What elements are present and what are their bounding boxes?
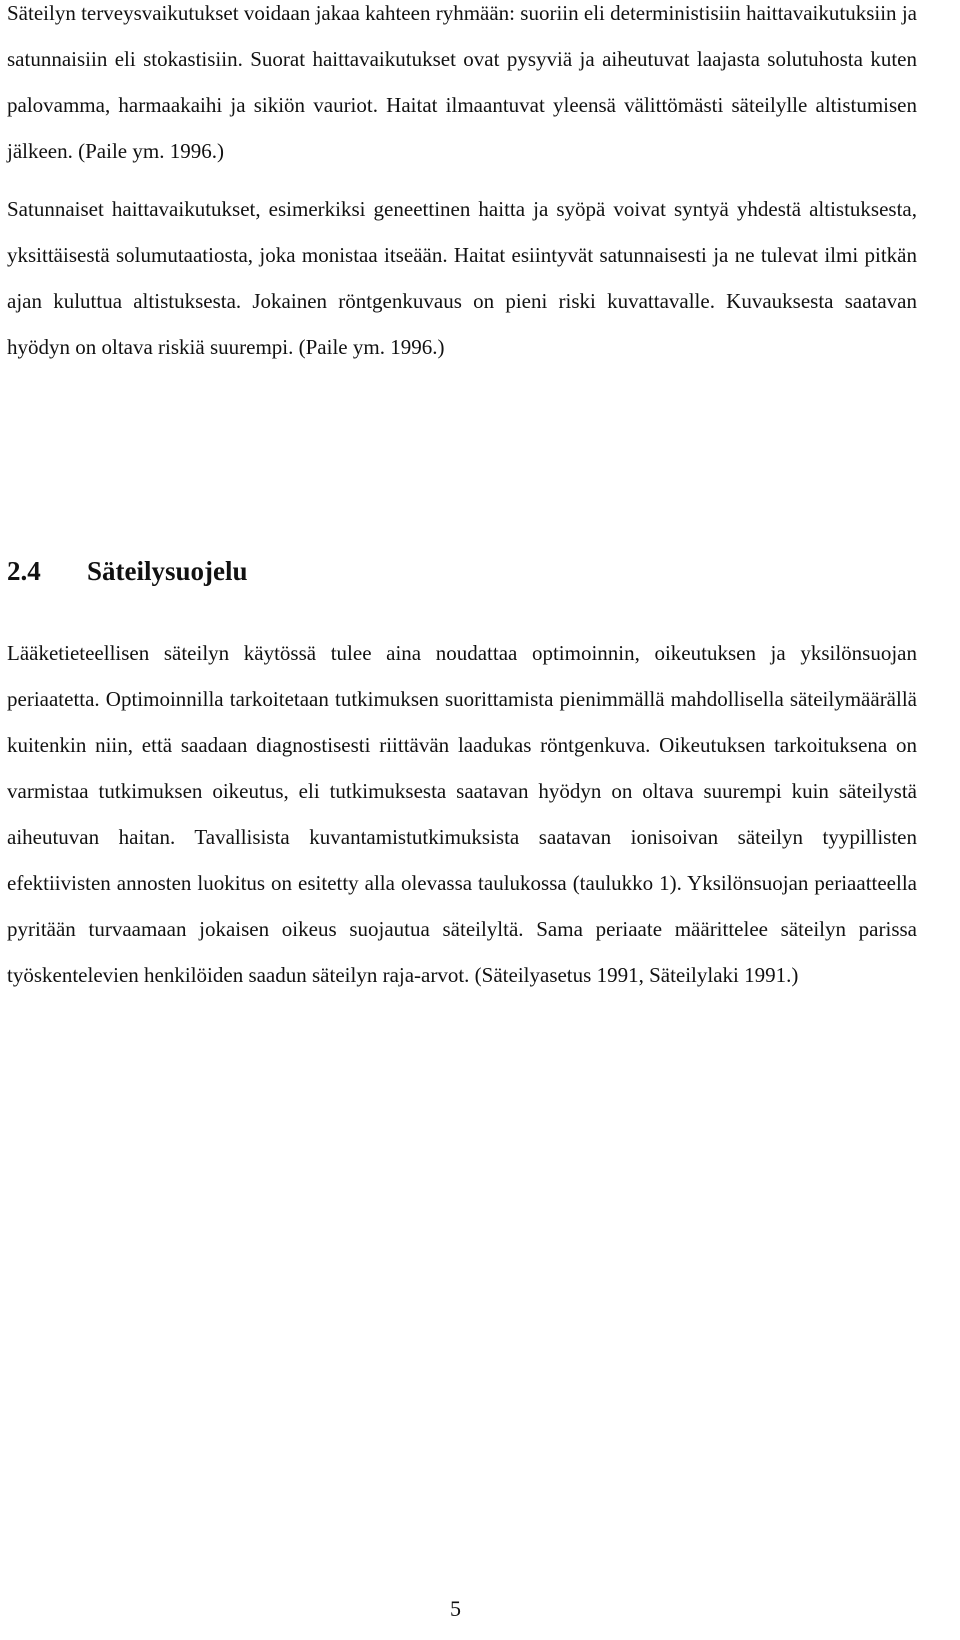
section-heading <box>7 549 248 593</box>
page-number: 5 <box>450 1596 461 1621</box>
section-number: 2.4 <box>7 556 41 586</box>
section-title: Säteilysuojelu <box>87 556 248 586</box>
paragraph-stochastic-effects: Satunnaiset haittavaikutukset, esimerkiksi geneettinen haitta ja syöpä voivat syntyä yhdestä altistuksesta, yksittäisestä solumutaatiosta, joka monistaa itseään. Haitat esiintyvät satunnaisesti ja ne tulevat ilmi pitkän ajan kuluttua altistuksesta. Jokainen röntgenkuvaus on pieni riski kuvattavalle. Kuvauksesta saatavan hyödyn on oltava riskiä suurempi. (Paile ym. 1996.) <box>7 197 917 359</box>
paragraph-health-effects: Säteilyn terveysvaikutukset voidaan jakaa kahteen ryhmään: suoriin eli deterministisiin haittavaikutuksiin ja satunnaisiin eli stokastisiin. Suorat haittavaikutukset ovat pysyviä ja aiheutuvat laajasta solutuhosta kuten palovamma, harmaakaihi ja sikiön vauriot. Haitat ilmaantuvat yleensä välittömästi säteilylle altistumisen jälkeen. (Paile ym. 1996.) <box>7 1 917 163</box>
paragraph-radiation-protection: Lääketieteellisen säteilyn käytössä tulee aina noudattaa optimoinnin, oikeutuksen ja yksilönsuojan periaatetta. Optimoinnilla tarkoitetaan tutkimuksen suorittamista pienimmällä mahdollisella säteilymäärällä kuitenkin niin, että saadaan diagnostisesti riittävän laadukas röntgenkuva. Oikeutuksen tarkoituksena on varmistaa tutkimuksen oikeutus, eli tutkimuksesta saatavan hyödyn on oltava suurempi kuin säteilystä aiheutuvan haitan. Tavallisista kuvantamistutkimuksista saatavan ionisoivan säteilyn tyypillisten efektiivisten annosten luokitus on esitetty alla olevassa taulukossa (taulukko 1). Yksilönsuojan periaatteella pyritään turvaamaan jokaisen oikeus suojautua säteilyltä. Sama periaate määrittelee säteilyn parissa työskentelevien henkilöiden saadun säteilyn raja-arvot. (Säteilyasetus 1991, Säteilylaki 1991.) <box>7 641 917 987</box>
